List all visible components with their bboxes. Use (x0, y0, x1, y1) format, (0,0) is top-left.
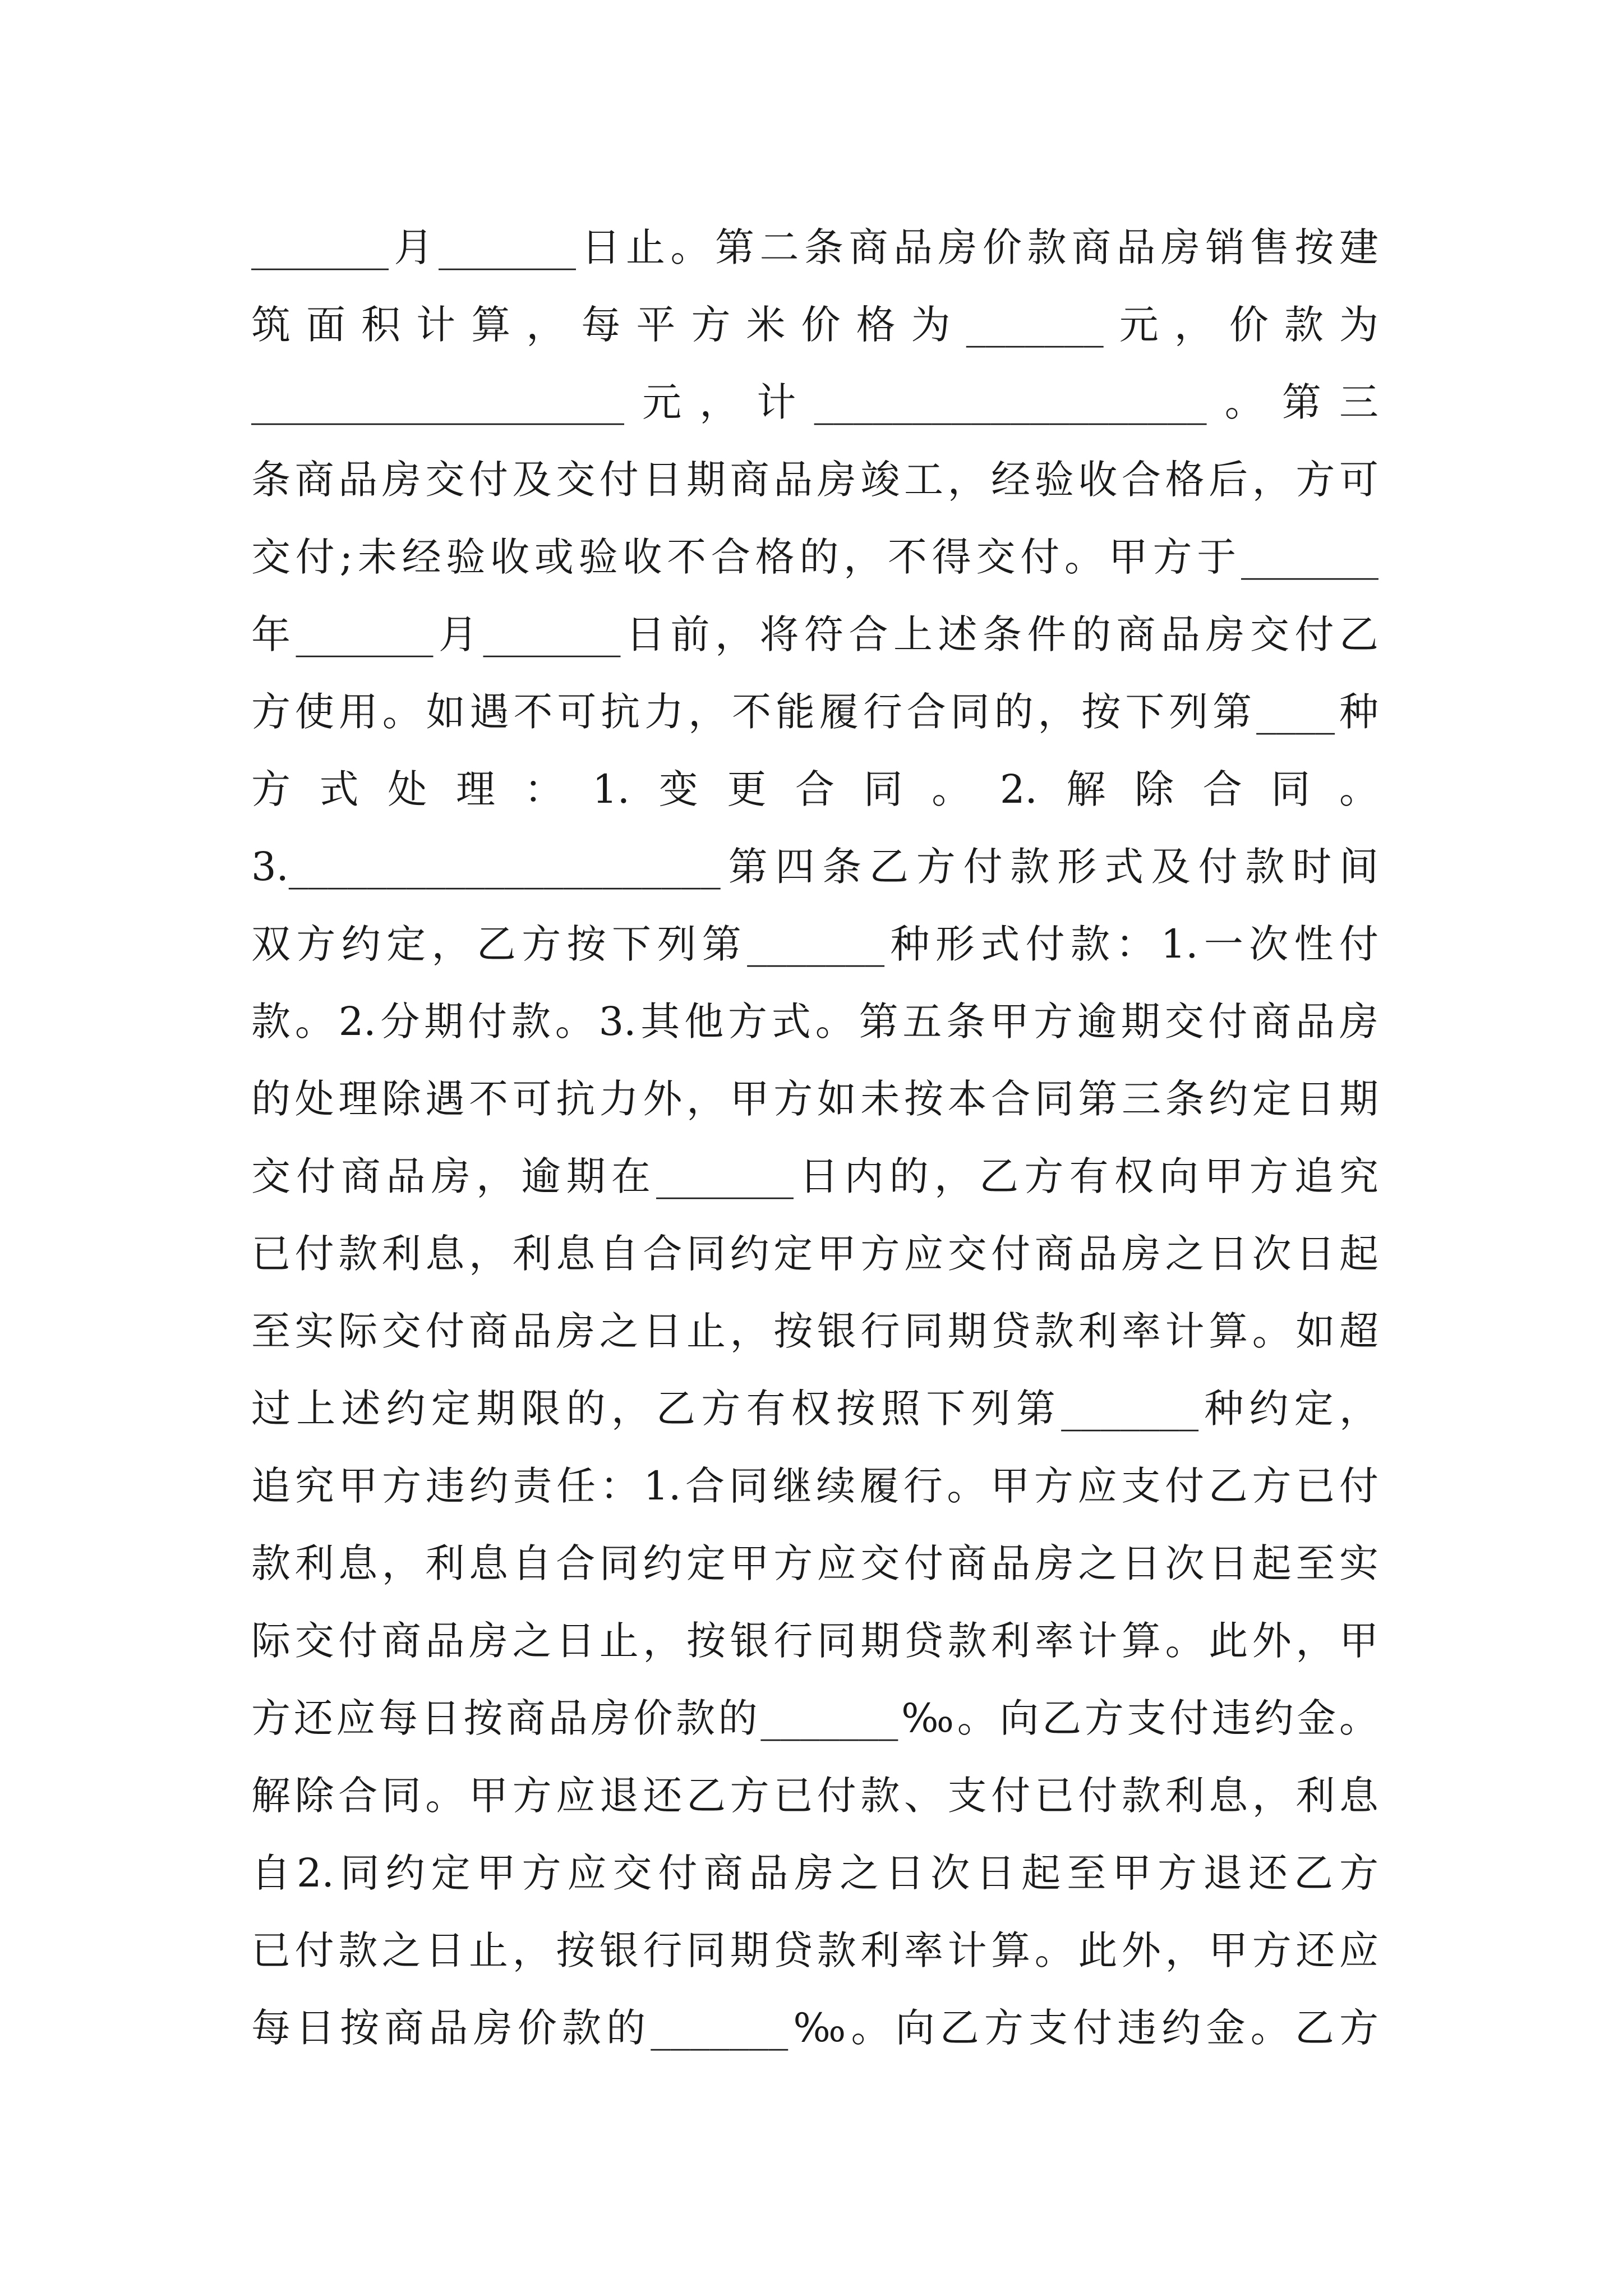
text-line-3: ___________________元，计____________________。第三 (251, 379, 1378, 425)
text-line-10: 双方约定，乙方按下列第_______种形式付款：1.一次性付 (251, 921, 1378, 967)
text-line-21: 解除合同。甲方应退还乙方已付款、支付已付款利息，利息 (251, 1773, 1378, 1819)
text-line-15: 至实际交付商品房之日止，按银行同期贷款利率计算。如超 (251, 1308, 1378, 1354)
text-line-7: 方使用。如遇不可抗力，不能履行合同的，按下列第____种 (251, 689, 1378, 735)
text-line-11: 款。2.分期付款。3.其他方式。第五条甲方逾期交付商品房 (251, 999, 1378, 1045)
text-line-19: 际交付商品房之日止，按银行同期贷款利率计算。此外，甲 (251, 1618, 1378, 1664)
text-line-17: 追究甲方违约责任：1.合同继续履行。甲方应支付乙方已付 (251, 1463, 1378, 1509)
text-line-14: 已付款利息，利息自合同约定甲方应交付商品房之日次日起 (251, 1231, 1378, 1277)
text-line-5: 交付;未经验收或验收不合格的，不得交付。甲方于_______ (251, 534, 1378, 580)
text-line-16: 过上述约定期限的，乙方有权按照下列第_______种约定， (251, 1386, 1378, 1432)
text-line-4: 条商品房交付及交付日期商品房竣工，经验收合格后，方可 (251, 457, 1378, 503)
text-line-20: 方还应每日按商品房价款的_______‰。向乙方支付违约金。 (251, 1695, 1378, 1741)
text-line-6: 年_______月_______日前，将符合上述条件的商品房交付乙 (251, 611, 1378, 657)
text-line-22: 自2.同约定甲方应交付商品房之日次日起至甲方退还乙方 (251, 1850, 1378, 1896)
text-line-18: 款利息，利息自合同约定甲方应交付商品房之日次日起至实 (251, 1540, 1378, 1586)
text-line-24: 每日按商品房价款的_______‰。向乙方支付违约金。乙方 (251, 2005, 1378, 2051)
text-line-23: 已付款之日止，按银行同期贷款利率计算。此外，甲方还应 (251, 1927, 1378, 1973)
text-line-13: 交付商品房，逾期在_______日内的，乙方有权向甲方追究 (251, 1153, 1378, 1199)
text-line-2: 筑面积计算，每平方米价格为_______元，价款为 (251, 302, 1378, 348)
text-line-1: _______月_______日止。第二条商品房价款商品房销售按建 (251, 224, 1378, 270)
text-line-9: 3.______________________第四条乙方付款形式及付款时间 (251, 844, 1378, 890)
text-line-8: 方式处理：1.变更合同。2.解除合同。 (251, 766, 1378, 812)
text-line-12: 的处理除遇不可抗力外，甲方如未按本合同第三条约定日期 (251, 1076, 1378, 1122)
contract-text-block (251, 209, 1378, 2067)
